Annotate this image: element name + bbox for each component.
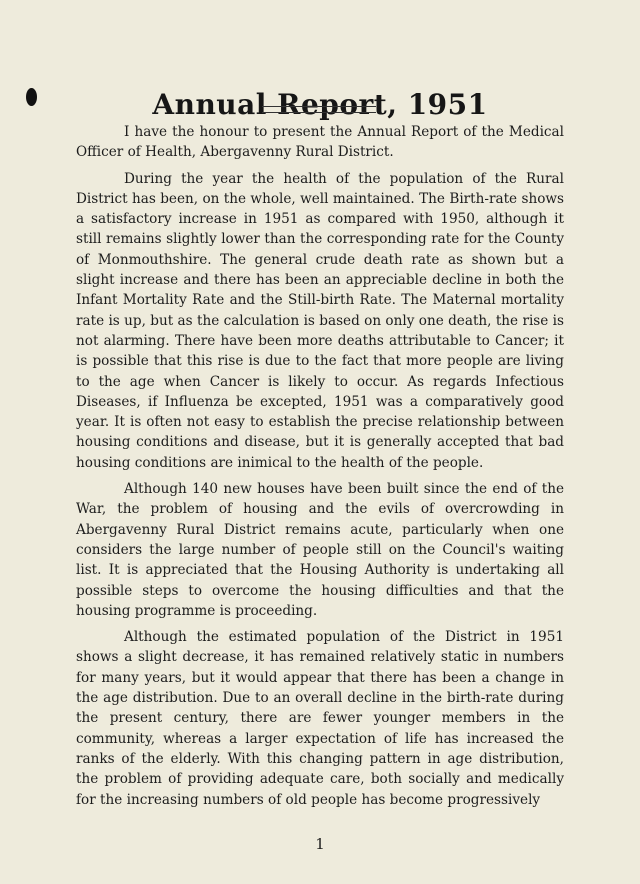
paragraph-health-overview: During the year the health of the population of the Rural District has been, on the whole, well maintained. The Birth-rate shows a satisfactory increase in 1951 as compared with 1950, although it still remains slightly lower than the corresponding rate for the County of Monmouthshire. The general crude death rate as shown but a slight increase and there has been an appreciable decline in both the Infant Mortality Rate and the Still-birth Rate. The Maternal mortality rate is up, but as the calculation is based on only one death, the rise is not alarming. There have been more deaths attributable to Cancer; it is possible that this rise is due to the fact that more people are living to the age when Cancer is likely to occur. As regards Infectious Diseases, if Influenza be excepted, 1951 was a comparatively good year. It is often not easy to establish the precise relationship between housing conditions and disease, but it is generally accepted that bad housing conditions are inimical to the health of the people. xyxy=(76,170,564,471)
page-title: Annual Report, 1951 xyxy=(152,87,488,121)
page-number: 1 xyxy=(315,835,325,853)
paragraph-introduction: I have the honour to present the Annual Report of the Medical Officer of Health, Abergavenny Rural District. xyxy=(76,124,564,161)
report-body xyxy=(76,122,564,816)
paragraph-housing: Although 140 new houses have been built since the end of the War, the problem of housing and the evils of overcrowding in Abergavenny Rural District remains acute, particularly when one considers the large number of people still on the Council's waiting list. It is appreciated that the Housing Authority is undertaking all possible steps to overcome the housing difficulties and that the housing programme is proceeding. xyxy=(76,481,564,619)
paragraph-population: Although the estimated population of the District in 1951 shows a slight decrease, it has remained relatively static in numbers for many years, but it would appear that there has been a change in the age distribution. Due to an overall decline in the birth-rate during the present century, there are fewer younger members in the community, whereas a larger expectation of life has increased the ranks of the elderly. With this changing pattern in age distribution, the problem of providing adequate care, both socially and medically for the increasing numbers of old people has become progressively xyxy=(76,629,564,808)
title-double-rule xyxy=(262,106,376,113)
